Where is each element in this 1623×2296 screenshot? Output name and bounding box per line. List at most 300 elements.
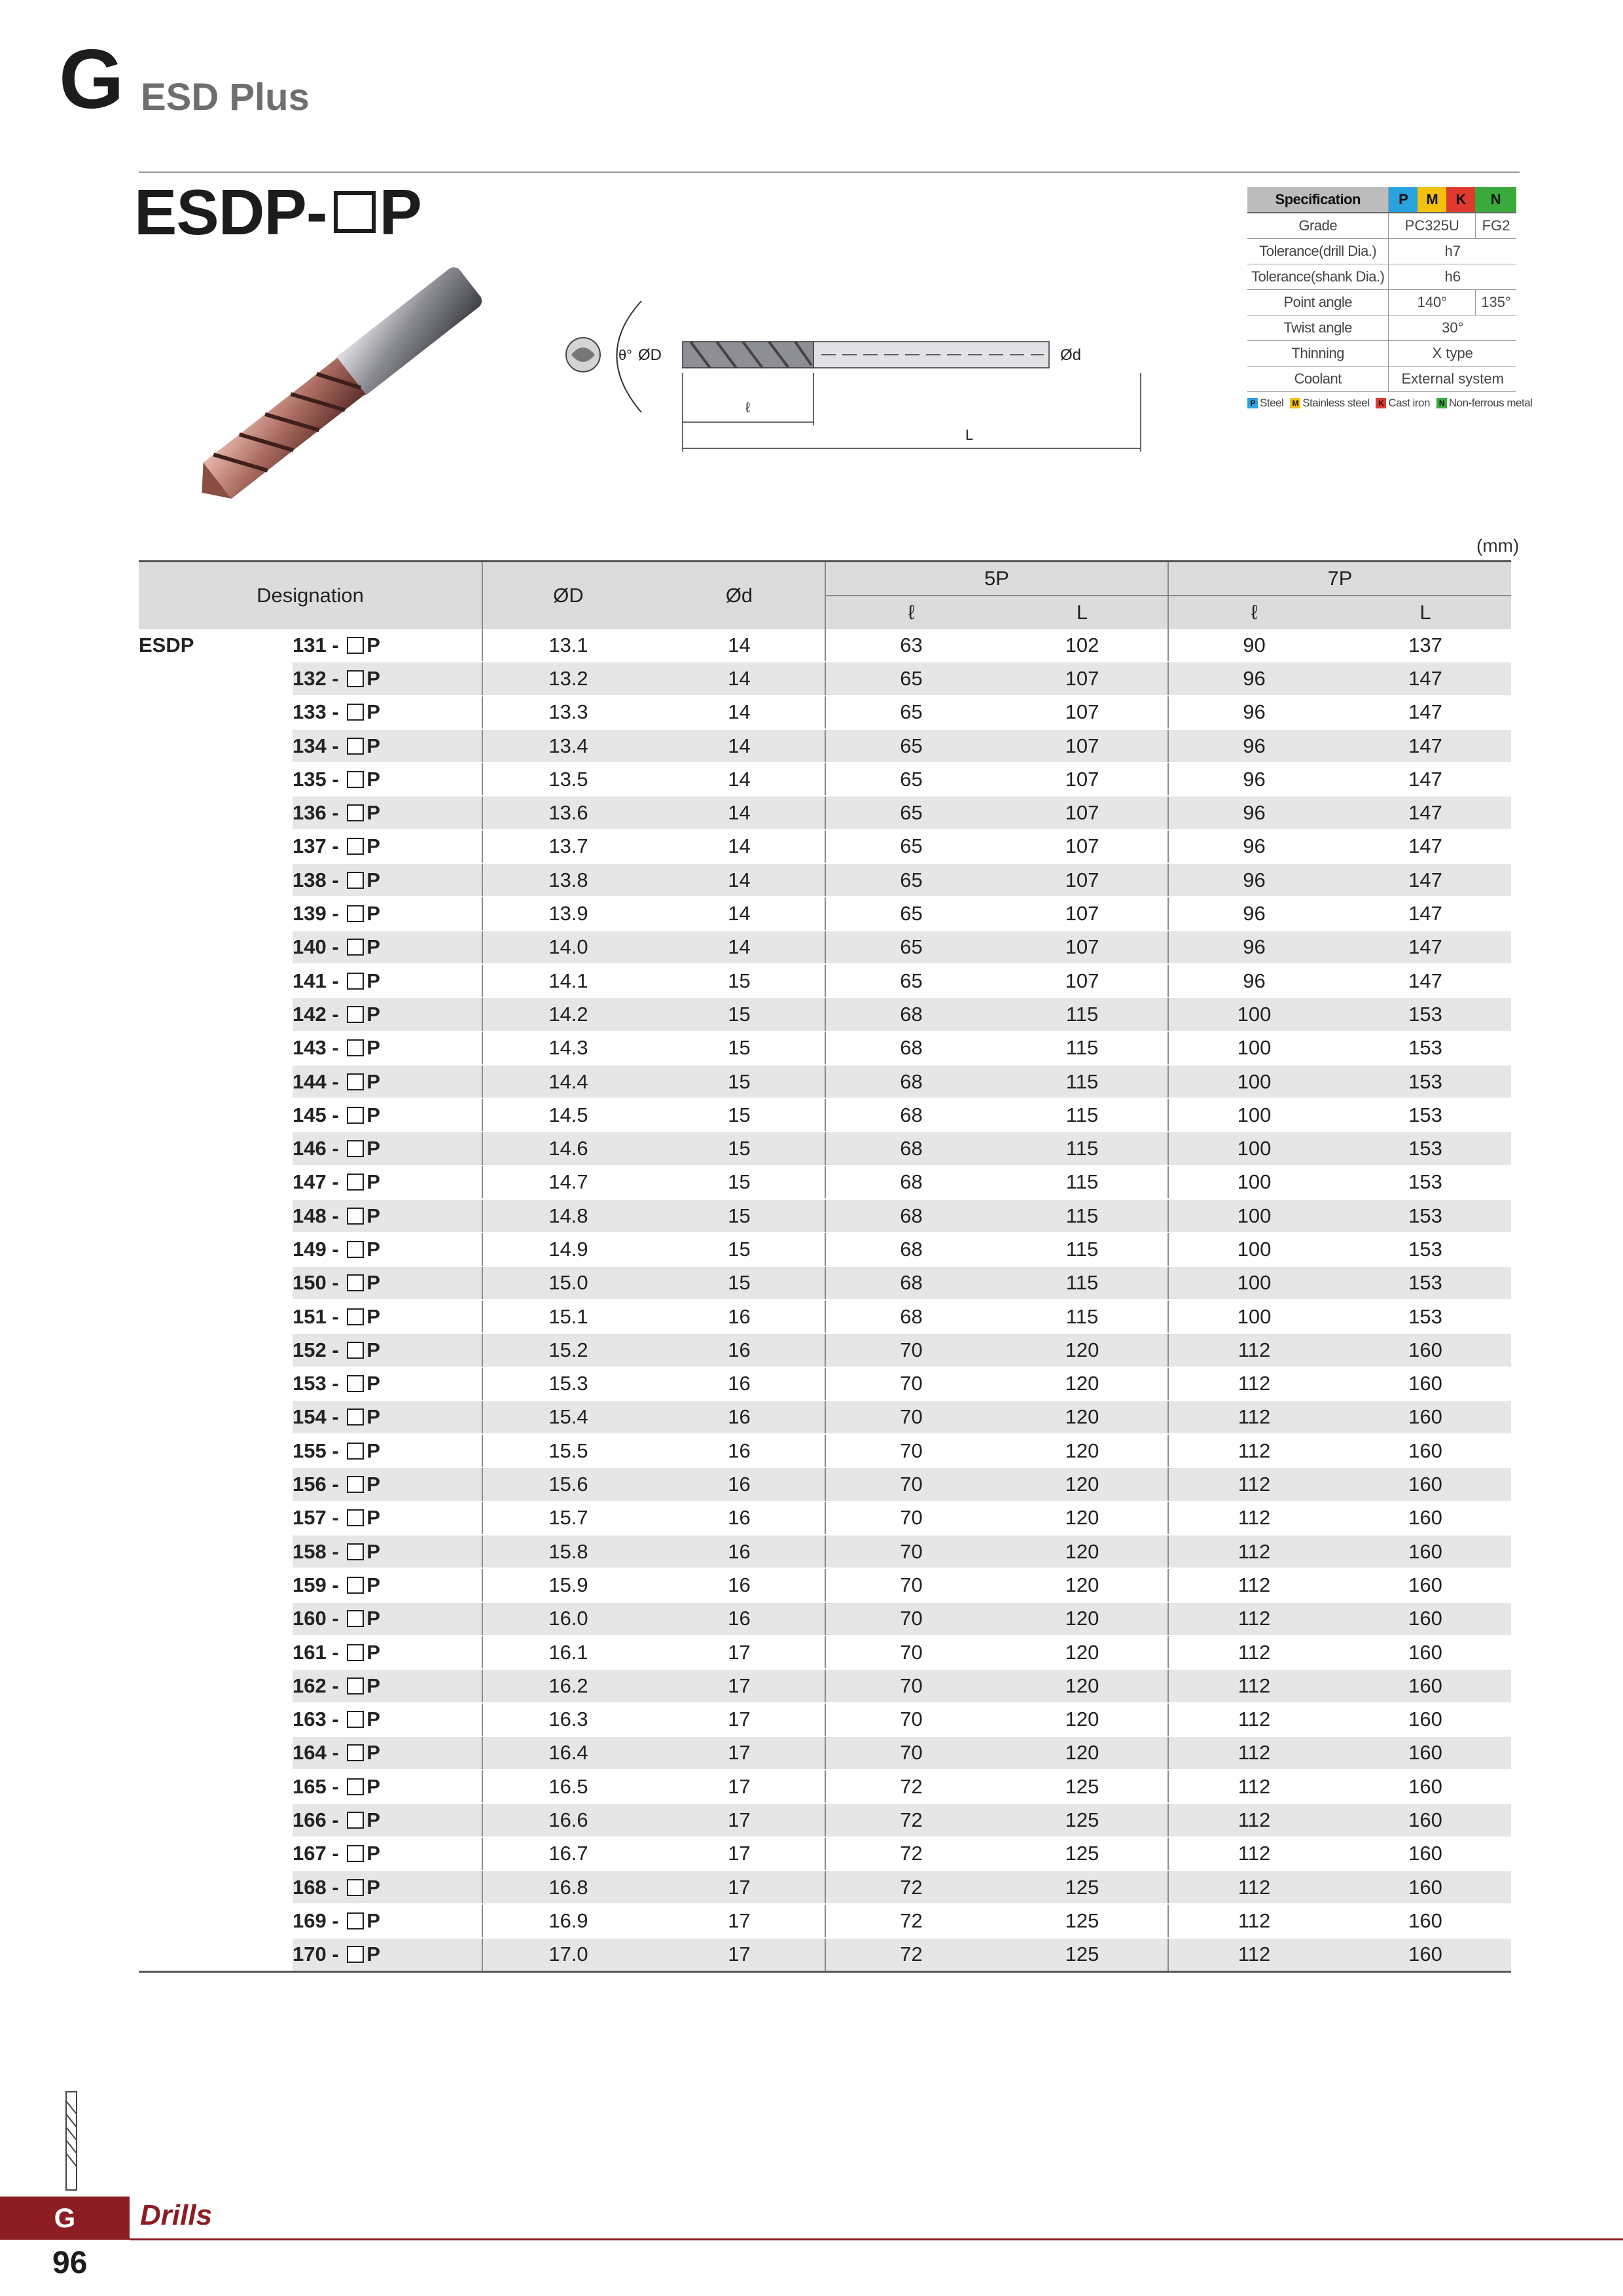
5p-flute-cell: 70 <box>825 1535 997 1568</box>
drill-dia-cell: 15.8 <box>482 1535 654 1568</box>
designation-separator: - <box>326 1708 345 1731</box>
designation-cell <box>293 1266 482 1300</box>
designation-suffix: P <box>366 1674 380 1697</box>
5p-length-cell: 115 <box>997 1300 1168 1333</box>
drill-dia-cell: 14.6 <box>482 1132 654 1165</box>
drill-dia-cell: 13.2 <box>482 662 654 695</box>
designation-suffix: P <box>366 1069 380 1093</box>
series-cell <box>139 1300 293 1333</box>
designation-suffix: P <box>366 1640 380 1664</box>
shank-dia-cell: 16 <box>654 1568 825 1602</box>
5p-length-cell: 115 <box>997 1132 1168 1165</box>
designation-suffix: P <box>366 1338 380 1361</box>
5p-length-cell: 120 <box>997 1736 1168 1770</box>
5p-flute-cell: 68 <box>825 1199 997 1232</box>
designation-code: 148 <box>293 1204 327 1227</box>
designation-cell <box>293 1703 482 1736</box>
7p-flute-cell: 112 <box>1168 1703 1340 1736</box>
series-cell <box>139 1703 293 1736</box>
7p-length-cell: 160 <box>1340 1803 1511 1837</box>
drill-dia-cell: 16.8 <box>482 1871 654 1904</box>
5p-flute-cell: 70 <box>825 1434 997 1467</box>
flute-length-label: ℓ <box>745 399 751 416</box>
5p-length-cell: 120 <box>997 1568 1168 1602</box>
designation-suffix: P <box>366 1473 380 1496</box>
7p-length-cell: 153 <box>1340 1166 1511 1199</box>
7p-length-cell: 147 <box>1340 662 1511 695</box>
designation-cell <box>293 1568 482 1602</box>
designation-code: 170 <box>293 1943 327 1966</box>
legend-swatch: P <box>1247 398 1258 408</box>
shank-dia-cell: 16 <box>654 1535 825 1568</box>
table-row <box>139 1837 1511 1871</box>
header-7p: 7P <box>1168 562 1511 596</box>
designation-separator: - <box>326 666 345 690</box>
series-cell <box>139 1434 293 1467</box>
table-row <box>139 1770 1511 1803</box>
5p-flute-cell: 70 <box>825 1669 997 1702</box>
7p-length-cell: 160 <box>1340 1333 1511 1367</box>
designation-separator: - <box>326 868 345 891</box>
7p-length-cell: 147 <box>1340 762 1511 796</box>
series-cell <box>139 964 293 997</box>
shank-dia-label: Ød <box>1060 346 1082 364</box>
7p-length-cell: 147 <box>1340 964 1511 997</box>
drill-dia-cell: 16.0 <box>482 1602 654 1636</box>
5p-length-cell: 115 <box>997 1098 1168 1132</box>
header-divider <box>139 171 1520 173</box>
table-row <box>139 1166 1511 1199</box>
table-row <box>139 1065 1511 1098</box>
series-cell <box>139 1871 293 1904</box>
5p-flute-cell: 68 <box>825 1065 997 1098</box>
table-row <box>139 1199 1511 1232</box>
table-row <box>139 1736 1511 1770</box>
designation-suffix: P <box>366 1875 380 1899</box>
series-cell <box>139 1166 293 1199</box>
designation-suffix: P <box>366 1943 380 1966</box>
designation-code: 147 <box>293 1170 327 1194</box>
designation-separator: - <box>326 1103 345 1126</box>
designation-suffix: P <box>366 1002 380 1026</box>
material-p: P <box>1389 187 1418 213</box>
5p-length-cell: 120 <box>997 1535 1168 1568</box>
designation-separator: - <box>326 1674 345 1697</box>
designation-code: 149 <box>293 1237 327 1261</box>
drill-photo <box>157 262 524 504</box>
spec-value: 140° <box>1389 290 1476 315</box>
table-row <box>139 1669 1511 1702</box>
7p-length-cell: 137 <box>1340 629 1511 662</box>
material-m: M <box>1418 187 1446 213</box>
5p-length-cell: 120 <box>997 1669 1168 1702</box>
7p-flute-cell: 100 <box>1168 1132 1340 1165</box>
designation-separator: - <box>326 902 345 925</box>
designation-suffix: P <box>366 1539 380 1563</box>
5p-flute-cell: 70 <box>825 1501 997 1535</box>
7p-flute-cell: 112 <box>1168 1938 1340 1972</box>
table-row <box>139 662 1511 695</box>
shank-dia-cell: 17 <box>654 1703 825 1736</box>
5p-length-cell: 107 <box>997 863 1168 897</box>
placeholder-box-icon <box>347 1274 364 1291</box>
unit-label: (mm) <box>1476 535 1520 556</box>
table-row <box>139 1132 1511 1165</box>
shank-dia-cell: 14 <box>654 729 825 762</box>
designation-suffix: P <box>366 767 380 791</box>
placeholder-box-icon <box>347 1241 364 1258</box>
5p-length-cell: 125 <box>997 1837 1168 1871</box>
series-cell <box>139 696 293 729</box>
designation-code: 166 <box>293 1808 327 1832</box>
5p-flute-cell: 68 <box>825 1232 997 1266</box>
designation-code: 140 <box>293 935 327 959</box>
7p-flute-cell: 112 <box>1168 1904 1340 1937</box>
series-cell: ESDP <box>139 629 293 662</box>
5p-length-cell: 115 <box>997 997 1168 1031</box>
7p-length-cell: 153 <box>1340 1065 1511 1098</box>
header-5p-flute: ℓ <box>825 596 997 629</box>
5p-flute-cell: 72 <box>825 1770 997 1803</box>
7p-flute-cell: 112 <box>1168 1434 1340 1467</box>
7p-length-cell: 160 <box>1340 1938 1511 1972</box>
drill-dia-cell: 16.5 <box>482 1770 654 1803</box>
5p-length-cell: 125 <box>997 1938 1168 1972</box>
spec-value: h7 <box>1389 239 1516 264</box>
5p-length-cell: 115 <box>997 1266 1168 1300</box>
series-cell <box>139 1031 293 1065</box>
designation-cell <box>293 1166 482 1199</box>
7p-length-cell: 160 <box>1340 1401 1511 1434</box>
7p-flute-cell: 100 <box>1168 1098 1340 1132</box>
series-cell <box>139 1636 293 1669</box>
designation-code: 133 <box>293 700 327 724</box>
designation-separator: - <box>326 1137 345 1160</box>
legend-label: Cast iron <box>1388 397 1430 409</box>
designation-separator: - <box>326 734 345 757</box>
designation-code: 131 <box>293 633 327 656</box>
placeholder-box-icon <box>347 637 364 654</box>
shank-dia-cell: 14 <box>654 830 825 863</box>
designation-cell <box>293 1602 482 1636</box>
drill-dia-cell: 13.6 <box>482 796 654 829</box>
chapter-label: Drills <box>140 2199 213 2231</box>
series-cell <box>139 1736 293 1770</box>
designation-code: 142 <box>293 1002 327 1026</box>
placeholder-box-icon <box>347 1778 364 1795</box>
designation-cell <box>293 1434 482 1467</box>
5p-length-cell: 125 <box>997 1871 1168 1904</box>
designation-code: 132 <box>293 666 327 690</box>
table-row <box>139 1467 1511 1501</box>
material-k: K <box>1446 187 1475 213</box>
7p-flute-cell: 100 <box>1168 1065 1340 1098</box>
placeholder-box-icon <box>347 872 364 889</box>
designation-cell <box>293 931 482 964</box>
table-row <box>139 1535 1511 1568</box>
7p-flute-cell: 100 <box>1168 1300 1340 1333</box>
5p-flute-cell: 72 <box>825 1938 997 1972</box>
legend-label: Non-ferrous metal <box>1448 397 1533 409</box>
7p-length-cell: 160 <box>1340 1837 1511 1871</box>
drill-dia-cell: 15.9 <box>482 1568 654 1602</box>
7p-flute-cell: 100 <box>1168 1266 1340 1300</box>
placeholder-box-icon <box>347 1174 364 1191</box>
7p-flute-cell: 112 <box>1168 1367 1340 1401</box>
7p-length-cell: 160 <box>1340 1669 1511 1702</box>
table-row <box>139 1232 1511 1266</box>
drill-dia-cell: 15.7 <box>482 1501 654 1535</box>
designation-suffix: P <box>366 1170 380 1194</box>
7p-length-cell: 153 <box>1340 1132 1511 1165</box>
designation-code: 157 <box>293 1506 327 1530</box>
5p-flute-cell: 68 <box>825 997 997 1031</box>
designation-suffix: P <box>366 834 380 858</box>
designation-code: 161 <box>293 1640 327 1664</box>
5p-length-cell: 115 <box>997 1166 1168 1199</box>
5p-flute-cell: 65 <box>825 762 997 796</box>
7p-flute-cell: 112 <box>1168 1501 1340 1535</box>
table-row <box>139 1266 1511 1300</box>
5p-flute-cell: 70 <box>825 1703 997 1736</box>
5p-length-cell: 115 <box>997 1199 1168 1232</box>
designation-separator: - <box>326 1539 345 1563</box>
legend-label: Stainless steel <box>1302 397 1370 409</box>
7p-length-cell: 160 <box>1340 1535 1511 1568</box>
legend-item <box>1247 397 1283 410</box>
placeholder-box-icon <box>347 1946 364 1963</box>
7p-length-cell: 147 <box>1340 729 1511 762</box>
designation-cell <box>293 1770 482 1803</box>
7p-flute-cell: 112 <box>1168 1770 1340 1803</box>
designation-suffix: P <box>366 734 380 757</box>
spec-header: Specification <box>1247 187 1389 213</box>
series-cell <box>139 796 293 829</box>
5p-length-cell: 120 <box>997 1501 1168 1535</box>
7p-length-cell: 160 <box>1340 1434 1511 1467</box>
designation-code: 169 <box>293 1909 327 1932</box>
shank-dia-cell: 14 <box>654 931 825 964</box>
5p-length-cell: 115 <box>997 1065 1168 1098</box>
legend-swatch: N <box>1436 398 1447 408</box>
5p-flute-cell: 65 <box>825 662 997 695</box>
section-title: ESD Plus <box>141 76 310 118</box>
5p-flute-cell: 68 <box>825 1266 997 1300</box>
placeholder-box-icon <box>347 1744 364 1761</box>
designation-code: 135 <box>293 767 327 791</box>
drill-dia-cell: 16.9 <box>482 1904 654 1937</box>
designation-code: 136 <box>293 801 327 825</box>
designation-cell <box>293 1467 482 1501</box>
spec-label: Tolerance(shank Dia.) <box>1247 264 1389 290</box>
7p-flute-cell: 112 <box>1168 1602 1340 1636</box>
5p-length-cell: 125 <box>997 1770 1168 1803</box>
spec-value: 30° <box>1389 315 1516 341</box>
series-cell <box>139 1568 293 1602</box>
shank-dia-cell: 14 <box>654 762 825 796</box>
designation-suffix: P <box>366 1271 380 1295</box>
placeholder-box-icon <box>347 905 364 922</box>
series-cell <box>139 1098 293 1132</box>
7p-flute-cell: 112 <box>1168 1736 1340 1770</box>
drill-dia-cell: 13.1 <box>482 629 654 662</box>
placeholder-box-icon <box>347 1006 364 1023</box>
designation-cell <box>293 1232 482 1266</box>
7p-length-cell: 147 <box>1340 863 1511 897</box>
drill-dia-cell: 14.3 <box>482 1031 654 1065</box>
series-cell <box>139 1501 293 1535</box>
designation-suffix: P <box>366 1304 380 1328</box>
series-cell <box>139 931 293 964</box>
designation-code: 168 <box>293 1875 327 1899</box>
designation-suffix: P <box>366 1103 380 1126</box>
designation-suffix: P <box>366 633 380 656</box>
series-cell <box>139 729 293 762</box>
legend-label: Steel <box>1260 397 1284 409</box>
5p-length-cell: 120 <box>997 1703 1168 1736</box>
placeholder-box-icon <box>347 1912 364 1929</box>
placeholder-box-icon <box>347 1509 364 1526</box>
designation-code: 156 <box>293 1473 327 1496</box>
placeholder-box-icon <box>347 973 364 990</box>
5p-flute-cell: 65 <box>825 729 997 762</box>
spec-label: Thinning <box>1247 341 1389 367</box>
designation-code: 145 <box>293 1103 327 1126</box>
7p-flute-cell: 112 <box>1168 1636 1340 1669</box>
legend-item <box>1436 397 1533 410</box>
designation-code: 139 <box>293 902 327 925</box>
designation-cell <box>293 1837 482 1871</box>
drill-dia-cell: 14.7 <box>482 1166 654 1199</box>
5p-flute-cell: 68 <box>825 1031 997 1065</box>
series-cell <box>139 997 293 1031</box>
7p-flute-cell: 96 <box>1168 830 1340 863</box>
table-row <box>139 629 1511 662</box>
placeholder-box-icon <box>347 1140 364 1157</box>
drill-dia-cell: 16.4 <box>482 1736 654 1770</box>
designation-cell <box>293 897 482 930</box>
designation-separator: - <box>326 1439 345 1462</box>
shank-dia-cell: 17 <box>654 1938 825 1972</box>
placeholder-box-icon <box>347 1308 364 1325</box>
shank-dia-cell: 15 <box>654 997 825 1031</box>
product-title <box>134 176 421 248</box>
designation-code: 154 <box>293 1405 327 1429</box>
shank-dia-cell: 17 <box>654 1770 825 1803</box>
designation-cell <box>293 1938 482 1972</box>
5p-length-cell: 107 <box>997 662 1168 695</box>
designation-separator: - <box>326 1640 345 1664</box>
7p-length-cell: 160 <box>1340 1367 1511 1401</box>
legend-swatch: K <box>1376 398 1386 408</box>
material-legend <box>1247 397 1532 410</box>
designation-suffix: P <box>366 902 380 925</box>
drill-dia-cell: 14.9 <box>482 1232 654 1266</box>
table-row <box>139 796 1511 829</box>
placeholder-box-icon <box>347 771 364 788</box>
drill-dia-cell: 14.5 <box>482 1098 654 1132</box>
shank-dia-cell: 14 <box>654 897 825 930</box>
designation-suffix: P <box>366 1909 380 1932</box>
designation-separator: - <box>326 1237 345 1261</box>
designation-cell <box>293 662 482 695</box>
5p-flute-cell: 68 <box>825 1166 997 1199</box>
designation-separator: - <box>326 1943 345 1966</box>
designation-cell <box>293 1367 482 1401</box>
dimension-table <box>139 560 1511 1973</box>
5p-flute-cell: 68 <box>825 1300 997 1333</box>
placeholder-box-icon <box>347 1812 364 1829</box>
placeholder-box-icon <box>347 1543 364 1560</box>
7p-length-cell: 160 <box>1340 1736 1511 1770</box>
shank-dia-cell: 16 <box>654 1501 825 1535</box>
table-row <box>139 1938 1511 1972</box>
header-7p-length: L <box>1340 596 1511 629</box>
spec-value: PC325U <box>1389 213 1476 239</box>
5p-flute-cell: 63 <box>825 629 997 662</box>
drill-dia-cell: 13.9 <box>482 897 654 930</box>
designation-suffix: P <box>366 801 380 825</box>
5p-flute-cell: 72 <box>825 1904 997 1937</box>
drill-dia-cell: 13.3 <box>482 696 654 729</box>
placeholder-box-icon <box>347 704 364 721</box>
designation-separator: - <box>326 1372 345 1395</box>
drill-dia-cell: 16.1 <box>482 1636 654 1669</box>
designation-suffix: P <box>366 1741 380 1765</box>
shank-dia-cell: 16 <box>654 1300 825 1333</box>
7p-length-cell: 160 <box>1340 1568 1511 1602</box>
7p-flute-cell: 96 <box>1168 662 1340 695</box>
designation-separator: - <box>326 1607 345 1630</box>
5p-flute-cell: 65 <box>825 964 997 997</box>
spec-value: External system <box>1389 367 1516 392</box>
7p-flute-cell: 96 <box>1168 964 1340 997</box>
7p-length-cell: 160 <box>1340 1636 1511 1669</box>
7p-length-cell: 160 <box>1340 1770 1511 1803</box>
series-cell <box>139 830 293 863</box>
7p-flute-cell: 100 <box>1168 997 1340 1031</box>
7p-length-cell: 147 <box>1340 830 1511 863</box>
series-cell <box>139 1837 293 1871</box>
designation-cell <box>293 863 482 897</box>
7p-flute-cell: 112 <box>1168 1467 1340 1501</box>
designation-code: 150 <box>293 1271 327 1295</box>
drill-dia-cell: 15.5 <box>482 1434 654 1467</box>
shank-dia-cell: 15 <box>654 1031 825 1065</box>
5p-length-cell: 107 <box>997 964 1168 997</box>
designation-suffix: P <box>366 1237 380 1261</box>
designation-separator: - <box>326 1002 345 1026</box>
designation-suffix: P <box>366 1842 380 1865</box>
5p-length-cell: 125 <box>997 1904 1168 1937</box>
5p-length-cell: 120 <box>997 1401 1168 1434</box>
7p-length-cell: 160 <box>1340 1904 1511 1937</box>
designation-code: 144 <box>293 1069 327 1093</box>
designation-separator: - <box>326 1506 345 1530</box>
series-cell <box>139 1401 293 1434</box>
placeholder-box-icon <box>347 1073 364 1090</box>
5p-length-cell: 120 <box>997 1367 1168 1401</box>
series-cell <box>139 863 293 897</box>
placeholder-box-icon <box>347 1879 364 1896</box>
placeholder-box-icon <box>347 1677 364 1695</box>
series-cell <box>139 1467 293 1501</box>
designation-separator: - <box>326 1842 345 1865</box>
shank-dia-cell: 14 <box>654 796 825 829</box>
footer-rule <box>130 2238 1623 2240</box>
legend-item <box>1376 397 1430 410</box>
designation-separator: - <box>326 767 345 791</box>
